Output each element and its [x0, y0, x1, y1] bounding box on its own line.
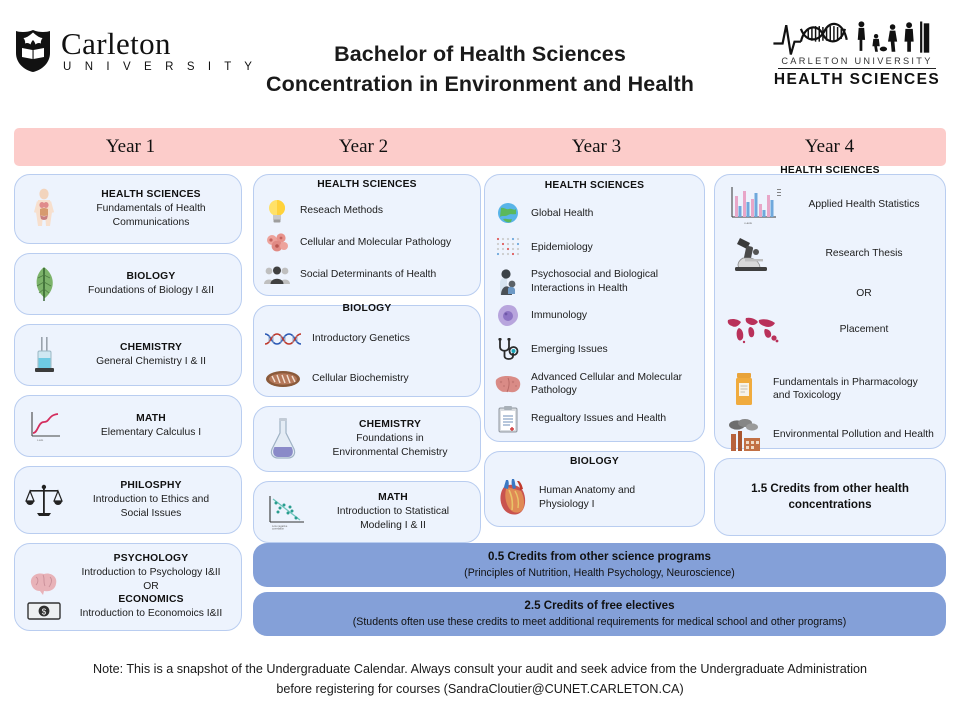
- course-card-hs-y2[interactable]: [253, 174, 481, 296]
- course-row[interactable]: [723, 371, 937, 407]
- card-title: CHEMISTRY: [358, 418, 422, 430]
- card-sub-line: Introduction to Ethics and: [92, 493, 210, 505]
- dot-grid-icon: [493, 234, 523, 260]
- lightbulb-icon: [262, 198, 292, 224]
- card-title: HEALTH SCIENCES: [544, 180, 645, 192]
- course-name: [791, 247, 937, 260]
- course-row[interactable]: [493, 406, 696, 432]
- svg-text:$: $: [41, 607, 47, 617]
- mother-child-icon: [493, 269, 523, 295]
- course-row[interactable]: [723, 417, 937, 453]
- course-card-biology-y1[interactable]: [14, 253, 242, 315]
- credits-line-1: 1.5 Credits from other health: [751, 481, 909, 495]
- title-line-2: Concentration in Environment and Health: [266, 71, 694, 96]
- beaker-icon: [23, 332, 65, 378]
- science-credits-subtitle: (Principles of Nutrition, Health Psychology, Neuroscience): [464, 566, 735, 579]
- course-card-hs-y3[interactable]: [484, 174, 705, 442]
- year-1-column: [14, 174, 242, 640]
- card-title: PHILOSPHY: [120, 479, 182, 491]
- footer-line-1: Note: This is a snapshot of the Undergraduate Calendar. Always consult your audit and seek advice from the Undergraduate Administration: [92, 662, 868, 676]
- year-header-4: [713, 128, 946, 166]
- course-name-text: Research Thesis: [825, 248, 903, 260]
- course-name: Advanced Cellular and Molecular Pathology: [531, 372, 683, 397]
- course-row[interactable]: [262, 198, 472, 224]
- course-row[interactable]: [493, 200, 696, 226]
- card-sub-line: Modeling I & II: [360, 519, 426, 531]
- course-row[interactable]: [493, 268, 696, 295]
- year-label: Year 1: [105, 136, 156, 157]
- cell-icon: [493, 303, 523, 329]
- page-header: [0, 0, 960, 120]
- svg-text:Low negative: Low negative: [272, 525, 288, 528]
- card-sub-line: Communications: [112, 216, 190, 228]
- year-label: Year 2: [338, 136, 389, 157]
- svg-text:x-axis: x-axis: [37, 439, 44, 442]
- footer-line-2: before registering for courses (SandraCloutier@CUNET.CARLETON.CA): [276, 681, 684, 696]
- card-title-economics: ECONOMICS: [118, 594, 184, 606]
- course-name: Regualtory Issues and Health: [531, 413, 667, 425]
- course-name-line-2: Physiology I: [539, 498, 595, 510]
- course-row[interactable]: [262, 326, 472, 352]
- course-card-biology-y2[interactable]: [253, 305, 481, 397]
- card-title: BIOLOGY: [126, 270, 176, 282]
- credits-line-2: concentrations: [788, 498, 872, 511]
- year-label: Year 3: [571, 136, 622, 157]
- course-name: [539, 484, 635, 511]
- bar-chart-icon: [723, 183, 783, 227]
- science-credits-bar[interactable]: [253, 543, 946, 587]
- course-row[interactable]: [493, 371, 696, 398]
- year-header-3: [480, 128, 713, 166]
- course-row[interactable]: [262, 262, 472, 288]
- course-name: [791, 323, 937, 336]
- card-sub-economics: Introduction to Economoics I&II: [79, 608, 223, 620]
- heart-icon: [493, 476, 531, 520]
- dna-icon: [262, 326, 304, 352]
- world-map-icon: [723, 313, 783, 347]
- card-sub-line: Introduction to Statistical: [336, 505, 450, 517]
- people-icon: [262, 262, 292, 288]
- free-electives-bar[interactable]: [253, 592, 946, 636]
- hs-logo-rule: [778, 68, 936, 69]
- flask-icon: [262, 416, 304, 462]
- scales-icon: [23, 477, 65, 523]
- health-sciences-logo: [762, 16, 948, 90]
- year-4-column: [714, 165, 946, 545]
- spacer: [723, 281, 783, 307]
- year-2-column: [253, 174, 481, 552]
- scatter-plot-icon: [262, 489, 310, 535]
- card-title: MATH: [378, 491, 408, 503]
- course-name-text: Applied Health Statistics: [808, 199, 920, 211]
- footer-note: [20, 660, 940, 699]
- course-name: Reseach Methods: [300, 205, 383, 217]
- card-title-psychology: PSYCHOLOGY: [113, 553, 189, 565]
- card-sub-line: Environmental Chemistry: [332, 446, 448, 458]
- title-line-1: Bachelor of Health Sciences: [334, 42, 626, 66]
- card-title: BIOLOGY: [570, 455, 619, 467]
- course-name: Global Health: [531, 207, 594, 219]
- course-card-chemistry-y2[interactable]: [253, 406, 481, 472]
- course-row[interactable]: [493, 303, 696, 329]
- course-row[interactable]: [723, 233, 937, 275]
- course-card-biology-y3[interactable]: [484, 451, 705, 527]
- course-name: Fundamentals in Pharmacology and Toxicology: [773, 376, 918, 401]
- human-body-icon: [23, 186, 65, 232]
- course-name: Social Determinants of Health: [300, 269, 437, 281]
- course-row[interactable]: [493, 234, 696, 260]
- carleton-shield-icon: [14, 29, 52, 73]
- year-header-bar: [14, 128, 946, 166]
- course-row[interactable]: [262, 366, 472, 392]
- card-title: HEALTH SCIENCES: [101, 188, 201, 200]
- globe-icon: [493, 200, 523, 226]
- hs-logo-line-1: CARLETON UNIVERSITY: [781, 56, 933, 66]
- microscope-icon: [723, 233, 783, 275]
- svg-text:x-axis: x-axis: [744, 221, 752, 225]
- course-card-math-y1[interactable]: [14, 395, 242, 457]
- year-header-2: [247, 128, 480, 166]
- course-name-text: Placement: [839, 324, 889, 336]
- credits-card-y4[interactable]: [714, 458, 946, 536]
- course-name: [791, 198, 937, 211]
- card-title: CHEMISTRY: [119, 341, 183, 353]
- course-card-philosophy-y1[interactable]: [14, 466, 242, 534]
- or-row: [723, 281, 937, 307]
- science-credits-title: 0.5 Credits from other science programs: [488, 550, 711, 564]
- course-name: Psychosocial and Biological Interactions in Health: [531, 269, 659, 294]
- logo-carleton-text: Carleton: [61, 26, 171, 61]
- course-name: Emerging Issues: [531, 344, 608, 356]
- card-sub-line: Foundations in: [356, 432, 424, 444]
- stethoscope-icon: [493, 337, 523, 363]
- course-card-hs-y1[interactable]: [14, 174, 242, 244]
- year-label: Year 4: [804, 136, 855, 157]
- money-icon: [23, 600, 65, 622]
- card-sub-line: Fundamentals of Health: [96, 202, 206, 214]
- pill-bottle-icon: [723, 371, 765, 407]
- leaf-icon: [23, 261, 65, 307]
- logo-university-text: U N I V E R S I T Y: [63, 61, 258, 73]
- card-sub-line: Social Issues: [120, 507, 182, 519]
- dna-heartbeat-people-icon: [762, 16, 948, 60]
- card-sub-line: Elementary Calculus I: [100, 426, 202, 438]
- brain-icon: [23, 570, 65, 596]
- course-name-line-1: Human Anatomy and: [539, 485, 636, 497]
- card-title: BIOLOGY: [342, 303, 392, 314]
- page-title: [200, 40, 760, 99]
- svg-text:correlation: correlation: [272, 527, 285, 530]
- course-name: Environmental Pollution and Health: [773, 429, 934, 441]
- course-card-math-y2[interactable]: [253, 481, 481, 543]
- or-separator: OR: [856, 288, 872, 300]
- card-title: HEALTH SCIENCES: [317, 179, 417, 190]
- card-or-separator: OR: [143, 580, 159, 592]
- course-name: Cellular Biochemistry: [312, 373, 409, 385]
- card-sub-psychology: Introduction to Psychology I&II: [81, 567, 221, 579]
- course-name: Immunology: [531, 310, 588, 322]
- card-title: MATH: [136, 412, 166, 424]
- year-3-column: [484, 174, 705, 536]
- year-header-1: [14, 128, 247, 166]
- course-row[interactable]: [493, 476, 696, 520]
- hs-logo-line-2: HEALTH SCIENCES: [773, 70, 941, 88]
- cells-icon: [262, 230, 292, 256]
- course-row[interactable]: [262, 230, 472, 256]
- mitochondria-icon: [262, 366, 304, 392]
- course-name: Introductory Genetics: [312, 333, 410, 345]
- course-name: Cellular and Molecular Pathology: [300, 237, 452, 249]
- card-title: HEALTH SCIENCES: [780, 165, 880, 176]
- course-row[interactable]: [723, 313, 937, 347]
- clipboard-icon: [493, 406, 523, 432]
- free-electives-title: 2.5 Credits of free electives: [524, 599, 675, 613]
- free-electives-subtitle: (Students often use these credits to meet additional requirements for medical school and other programs): [352, 615, 847, 628]
- card-sub-line: Foundations of Biology I &II: [88, 284, 214, 296]
- course-card-chemistry-y1[interactable]: [14, 324, 242, 386]
- curve-chart-icon: [23, 403, 65, 449]
- course-row[interactable]: [723, 183, 937, 227]
- course-card-psych-econ-y1[interactable]: [14, 543, 242, 631]
- course-card-hs-y4[interactable]: [714, 165, 946, 449]
- course-row[interactable]: [493, 337, 696, 363]
- course-name: Epidemiology: [531, 241, 593, 253]
- card-sub-line: General Chemistry I & II: [96, 355, 206, 367]
- factory-icon: [723, 417, 765, 453]
- liver-icon: [493, 371, 523, 397]
